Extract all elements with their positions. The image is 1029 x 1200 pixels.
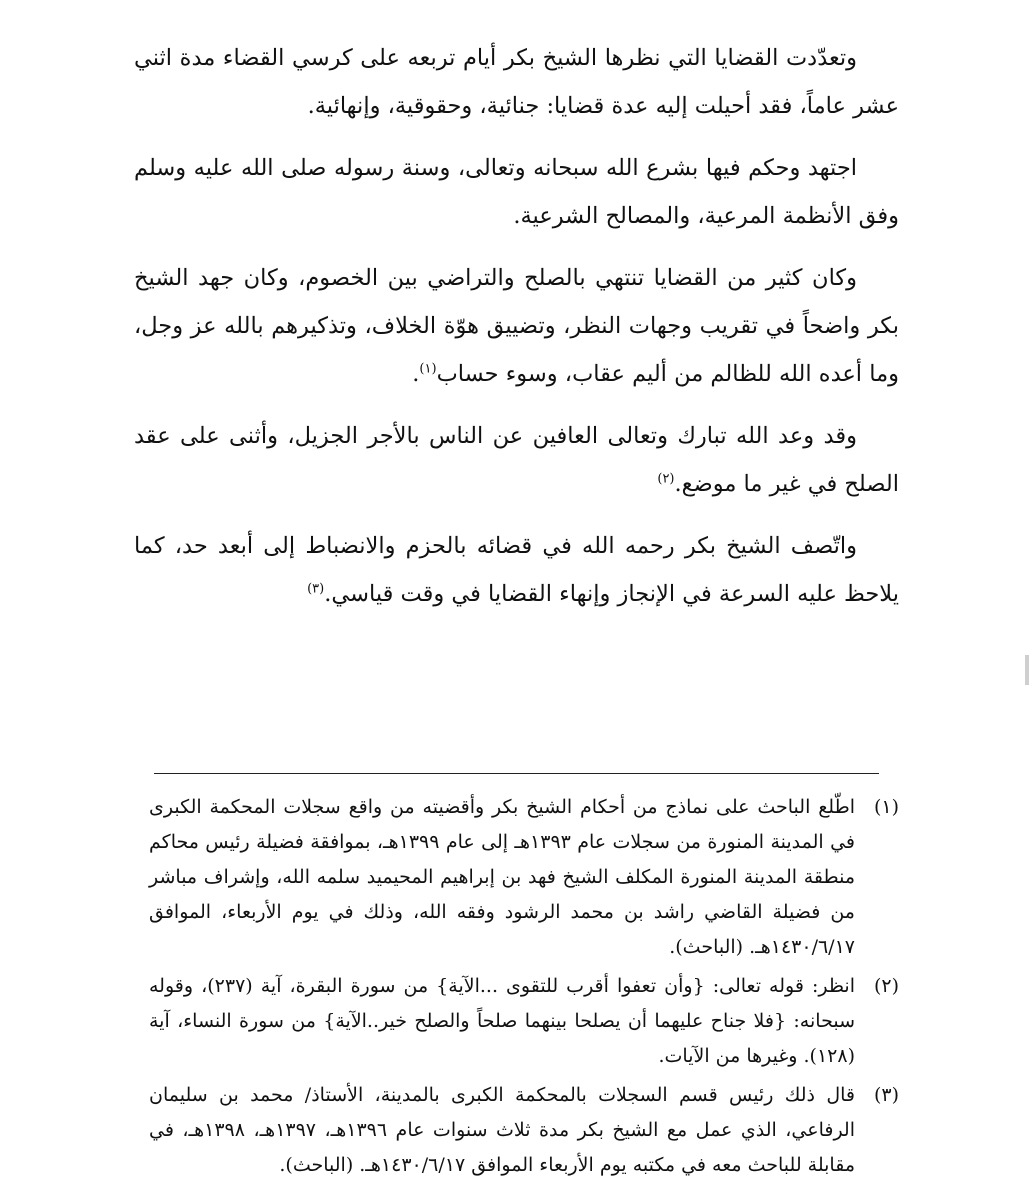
footnotes-section <box>149 790 899 1187</box>
footnote-number: (٢) <box>873 975 899 997</box>
footnote-text: اطّلع الباحث على نماذج من أحكام الشيخ بكر وأقضيته من واقع سجلات المحكمة الكبرى في المدينة المنورة من سجلات عام ١٣٩٣هـ إلى عام ١٣٩٩هـ، بموافقة فضيلة رئيس محاكم منطقة المدينة المنورة المكلف الشيخ فهد بن إبراهيم المحيميد سلمه الله، وإشراف مباشر من فضيلة القاضي راشد بن محمد الرشود وفقه الله، وذلك في يوم الأربعاء، الموافق ١٤٣٠/٦/١٧هـ. (الباحث). <box>149 796 856 958</box>
footnote-text: قال ذلك رئيس قسم السجلات بالمحكمة الكبرى بالمدينة، الأستاذ/ محمد بن سليمان الرفاعي، الذي عمل مع الشيخ بكر مدة ثلاث سنوات عام ١٣٩٦هـ، ١٣٩٧هـ، ١٣٩٨هـ، في مقابلة للباحث معه في مكتبه يوم الأربعاء الموافق ١٤٣٠/٦/١٧هـ. (الباحث). <box>149 1084 856 1176</box>
footnote-2 <box>149 969 899 1074</box>
paragraph-text: اجتهد وحكم فيها بشرع الله سبحانه وتعالى، وسنة رسوله صلى الله عليه وسلم وفق الأنظمة المرعية، والمصالح الشرعية. <box>134 155 899 229</box>
footnote-1 <box>149 790 899 965</box>
main-text-block <box>134 34 899 632</box>
body-paragraph-4 <box>134 412 899 508</box>
body-paragraph-5 <box>134 522 899 618</box>
paragraph-text: وقد وعد الله تبارك وتعالى العافين عن الناس بالأجر الجزيل، وأثنى على عقد الصلح في غير ما موضع. <box>134 423 899 497</box>
footnote-3 <box>149 1078 899 1183</box>
footnote-reference-2[interactable]: (٢) <box>657 471 675 487</box>
scan-edge-mark <box>1025 655 1029 685</box>
footnote-reference-3[interactable]: (٣) <box>307 581 325 597</box>
footnote-number: (١) <box>873 796 899 818</box>
body-paragraph-1 <box>134 34 899 130</box>
footnote-text: انظر: قوله تعالى: {وأن تعفوا أقرب للتقوى ...الآية} من سورة البقرة، آية (٢٣٧)، وقوله سبحانه: {فلا جناح عليهما أن يصلحا بينهما صلحاً والصلح خير..الآية} من سورة النساء، آية (١٢٨). وغيرها من الآيات. <box>149 975 856 1067</box>
paragraph-text: وكان كثير من القضايا تنتهي بالصلح والتراضي بين الخصوم، وكان جهد الشيخ بكر واضحاً في تقريب وجهات النظر، وتضييق هوّة الخلاف، وتذكيرهم بالله عز وجل، وما أعده الله للظالم من أليم عقاب، وسوء حساب <box>134 265 899 387</box>
body-paragraph-3: وكان كثير من القضايا تنتهي بالصلح والتراضي بين الخصوم، وكان جهد الشيخ بكر واضحاً في تقريب وجهات النظر، وتضييق هوّة الخلاف، وتذكيرهم بالله عز وجل، وما أعده الله للظالم من أليم عقاب، وسوء حساب$^{(١)}$. <box>134 265 899 387</box>
footnote-separator-line <box>154 773 879 774</box>
paragraph-text: واتّصف الشيخ بكر رحمه الله في قضائه بالحزم والانضباط إلى أبعد حد، كما يلاحظ عليه السرعة في الإنجاز وإنهاء القضايا في وقت قياسي. <box>134 533 899 607</box>
paragraph-text: وتعدّدت القضايا التي نظرها الشيخ بكر أيام تربعه على كرسي القضاء مدة اثني عشر عاماً، فقد أحيلت إليه عدة قضايا: جنائية، وحقوقية، وإنهائية. <box>134 45 899 119</box>
footnote-number: (٣) <box>873 1084 899 1106</box>
body-paragraph-2 <box>134 144 899 240</box>
footnote-reference-1[interactable]: (١) <box>419 361 437 377</box>
